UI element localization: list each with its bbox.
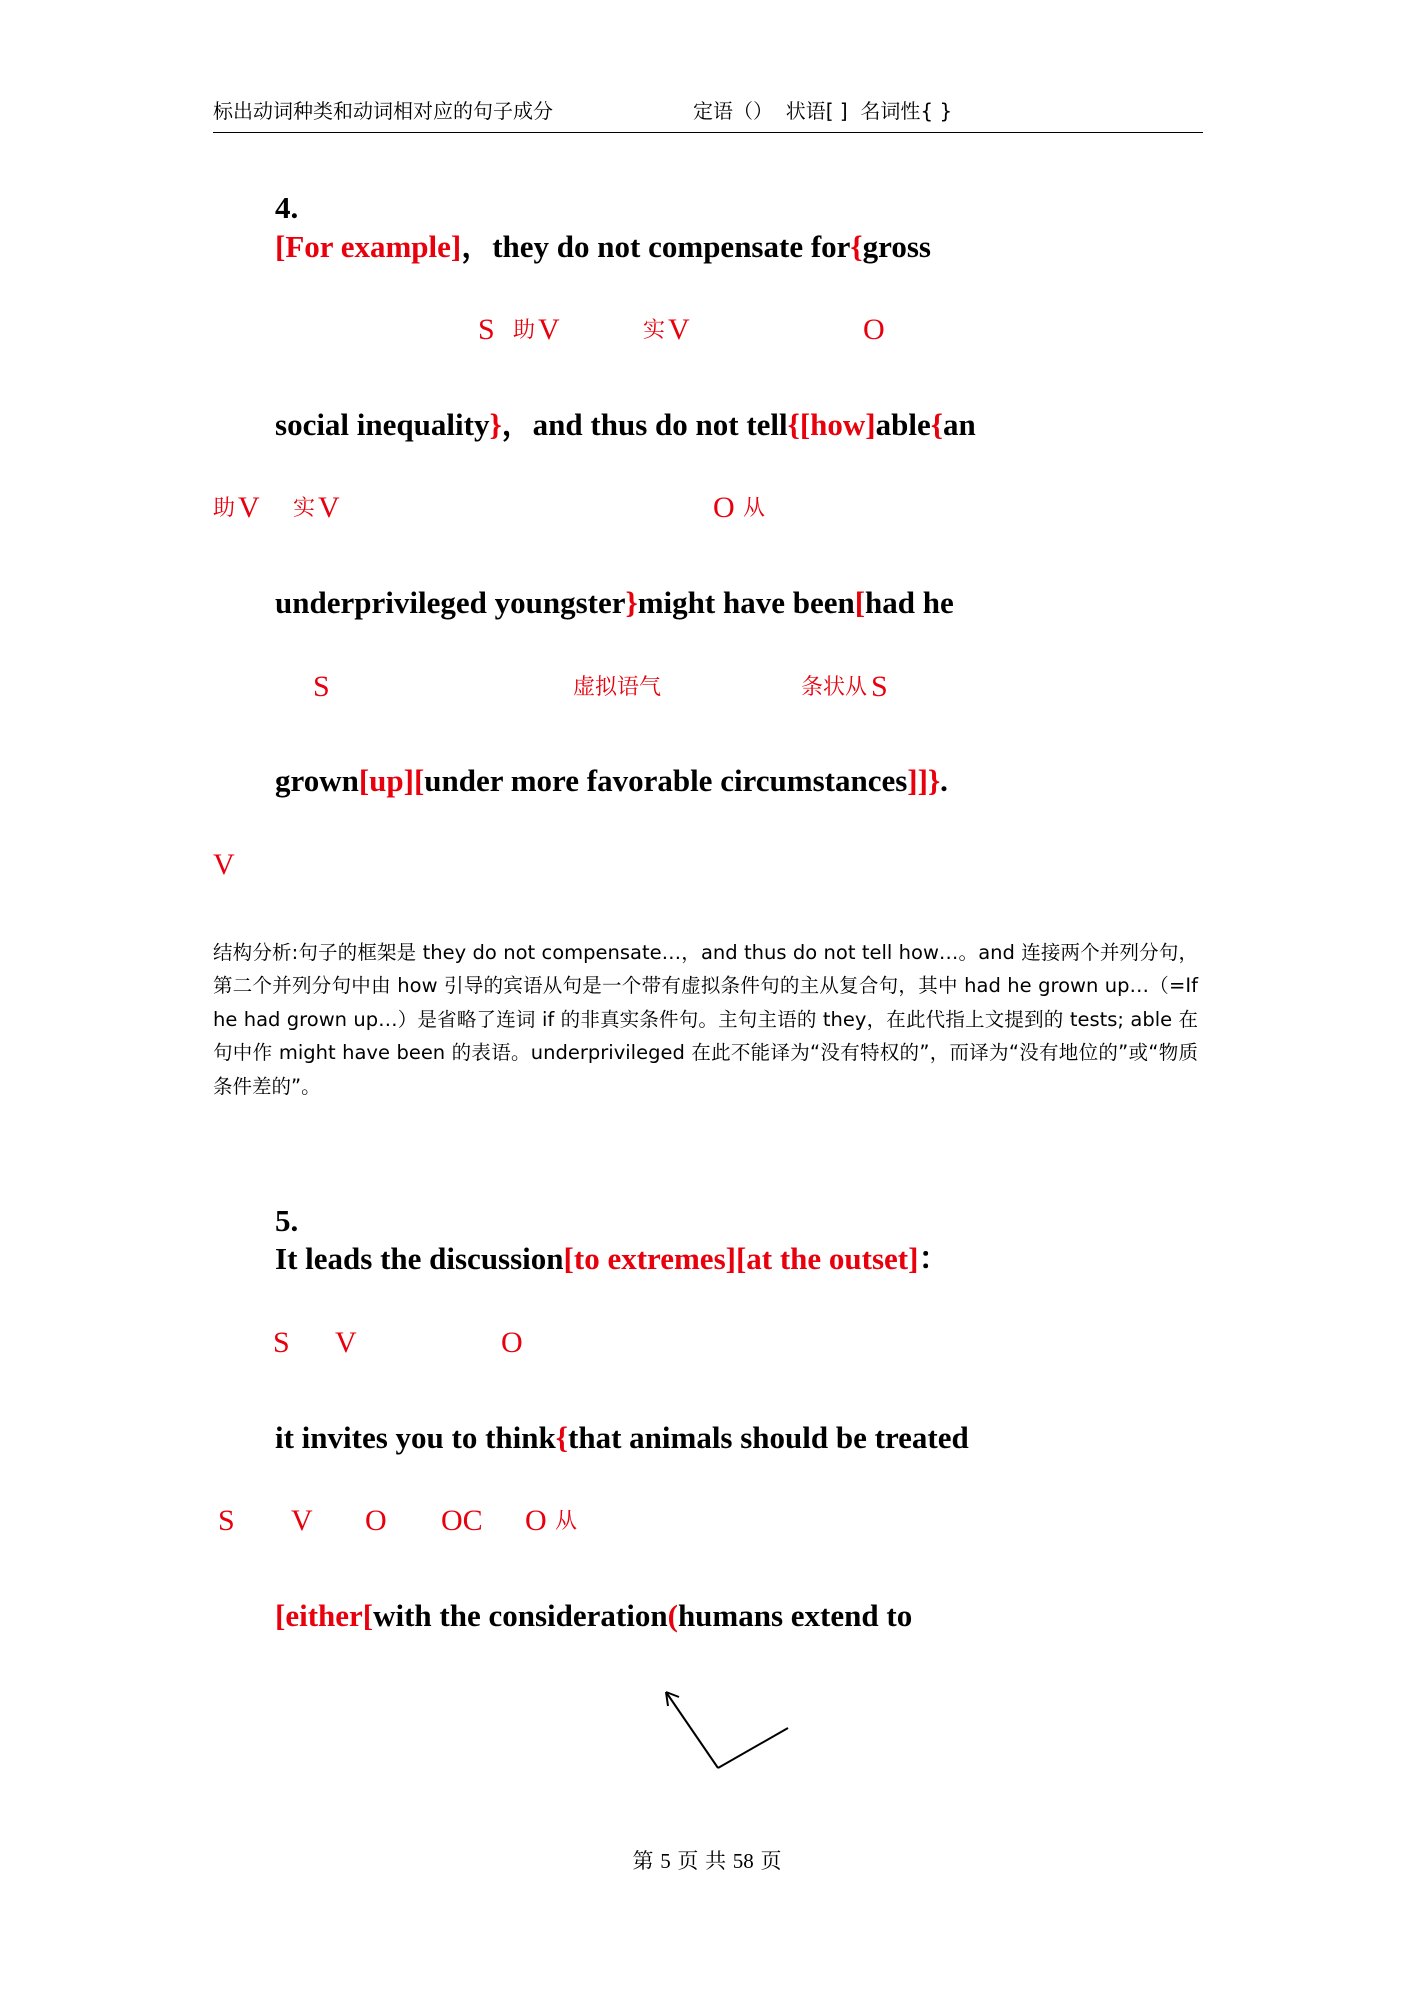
annotation-label: OC	[441, 1504, 483, 1538]
sentence-fragment: It leads the discussion	[275, 1241, 564, 1277]
sentence-line	[213, 1380, 1203, 1496]
annotation-label: V	[238, 491, 260, 525]
annotation-row	[213, 483, 1203, 545]
sentence-line	[213, 724, 1203, 840]
annotation-label: V	[291, 1504, 313, 1538]
header-left-text: 标出动词种类和动词相对应的句子成分	[213, 99, 553, 123]
document-body	[213, 150, 1203, 1674]
annotation-label: V	[668, 313, 690, 346]
annotation-label: S	[871, 669, 888, 703]
sentence-fragment: that animals should be treated	[568, 1419, 969, 1455]
annotation-label: 从	[743, 496, 766, 522]
annotation-row	[213, 305, 1203, 367]
sentence-line	[213, 545, 1203, 661]
sentence-line	[213, 150, 1203, 305]
item-number: 5.	[275, 1202, 299, 1238]
annotation-label: O	[525, 1504, 547, 1538]
annotation-label: 助	[513, 318, 536, 343]
annotation-label: V	[213, 847, 235, 881]
annotation-label: S	[218, 1504, 235, 1538]
footer-prefix: 第	[632, 1849, 654, 1873]
sentence-fragment: [to extremes][at the outset]	[563, 1241, 919, 1277]
annotation-label: 助	[213, 496, 236, 522]
sentence-fragment: {	[930, 406, 943, 442]
annotation-label: O	[713, 491, 735, 525]
sentence-fragment: {	[555, 1419, 568, 1455]
annotation-label: S	[313, 669, 330, 703]
annotation-label: O	[365, 1504, 387, 1538]
annotation-label: 从	[555, 1509, 578, 1535]
annotation-label: S	[273, 1325, 290, 1359]
footer-page-number: 5	[660, 1849, 671, 1873]
exercise-item-5	[213, 1163, 1203, 1675]
sentence-fragment: ：	[918, 1241, 950, 1277]
annotation-label: V	[318, 491, 340, 525]
header-nominal-label: 名词性{ }	[860, 99, 953, 123]
header-right-text	[693, 95, 952, 124]
footer-suffix: 页	[760, 1849, 782, 1873]
sentence-fragment: ，they do not compensate for	[461, 228, 851, 264]
sentence-fragment: ，and thus do not tell	[501, 406, 788, 442]
sentence-fragment: [how]	[799, 406, 876, 442]
sentence-fragment: able	[875, 406, 931, 442]
annotation-label: S	[478, 313, 495, 346]
sentence-fragment: it invites you to think	[275, 1419, 556, 1455]
exercise-item-4	[213, 150, 1203, 1103]
item-number: 4.	[275, 189, 299, 225]
annotation-row	[213, 1318, 1203, 1380]
structure-analysis-paragraph: 结构分析:句子的框架是 they do not compensate…，and thus do not tell how…。and 连接两个并列分句，第二个并列分句中由 how 引导的宾语从句是一个带有虚拟条件句的主从复合句，其中 had he grown up…（=If he had grown up…）是省略了连词 if 的非真实条件句。主句主语的 they，在此代指上文提到的 tests; able 在句中作 might have been 的表语。underprivileged 在此不能译为“没有特权的”，而译为“没有地位的”或“物质条件差的”。	[213, 940, 1198, 1098]
annotation-row	[213, 662, 1203, 724]
sentence-fragment: under more favorable circumstances	[424, 763, 908, 799]
sentence-fragment: with the consideration	[373, 1597, 668, 1633]
sentence-line	[213, 1558, 1203, 1674]
sentence-fragment: .	[940, 763, 948, 799]
footer-middle: 页 共	[677, 1849, 727, 1873]
sentence-fragment: underprivileged youngster	[275, 585, 626, 620]
annotation-label: O	[501, 1325, 523, 1359]
annotation-label: V	[335, 1325, 357, 1359]
sentence-fragment: [up][	[358, 763, 425, 799]
annotation-row	[213, 840, 1203, 902]
footer-total-pages: 58	[732, 1849, 754, 1873]
page-footer	[0, 1845, 1414, 1875]
annotation-label: O	[863, 313, 885, 346]
annotation-label: 条状从	[801, 674, 868, 700]
annotation-label: 实	[293, 496, 316, 522]
sentence-fragment: gross	[862, 228, 931, 264]
annotation-label: 实	[643, 318, 666, 343]
sentence-fragment: }	[625, 585, 638, 620]
sentence-fragment: an	[942, 406, 976, 442]
sentence-fragment: [either[	[275, 1597, 374, 1633]
header-attributive-label: 定语（）	[693, 99, 773, 123]
handdrawn-arrow-icon	[660, 1690, 820, 1800]
sentence-fragment: might have been	[637, 585, 855, 620]
sentence-line	[213, 1163, 1203, 1318]
sentence-fragment: ]]}	[907, 763, 941, 799]
sentence-line	[213, 367, 1203, 483]
sentence-fragment: [	[854, 585, 866, 620]
header-adverbial-label: 状语[ ]	[785, 99, 848, 123]
sentence-fragment: [For example]	[275, 228, 462, 264]
sentence-fragment: grown	[275, 763, 359, 799]
sentence-fragment: humans extend to	[677, 1597, 913, 1633]
sentence-fragment: }	[489, 406, 502, 442]
sentence-fragment: had he	[865, 585, 954, 620]
annotation-label: 虚拟语气	[573, 674, 662, 700]
annotation-label: V	[538, 313, 560, 346]
sentence-fragment: social inequality	[275, 406, 490, 442]
sentence-fragment: {	[850, 228, 863, 264]
sentence-fragment: {	[787, 406, 800, 442]
page-header	[213, 95, 1203, 133]
sentence-fragment: (	[667, 1597, 678, 1633]
annotation-row	[213, 1496, 1203, 1558]
